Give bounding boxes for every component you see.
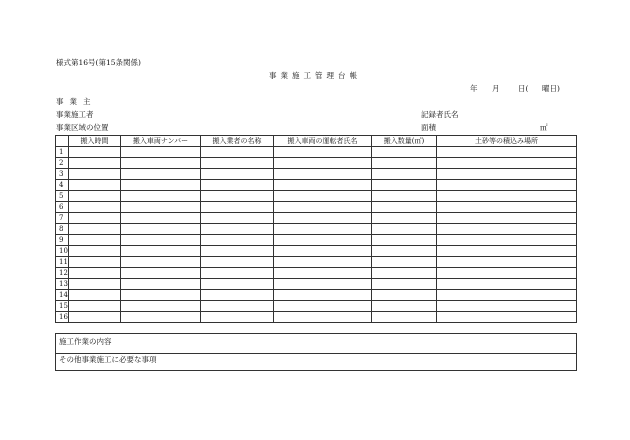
date-line <box>470 84 560 93</box>
table-cell[interactable] <box>274 301 372 312</box>
row-number: 9 <box>56 235 69 246</box>
form-code: 様式第16号(第15条関係) <box>56 58 141 67</box>
date-month-label: 月 <box>492 84 500 93</box>
table-cell[interactable] <box>274 290 372 301</box>
table-row <box>56 147 577 158</box>
table-cell[interactable] <box>437 224 577 235</box>
table-cell[interactable] <box>69 158 121 169</box>
column-header: 搬入車両ナンバー <box>121 136 201 147</box>
table-cell[interactable] <box>69 169 121 180</box>
column-header: 土砂等の積込み場所 <box>437 136 577 147</box>
table-cell[interactable] <box>201 290 274 301</box>
work-content-box[interactable] <box>55 333 577 354</box>
column-header: 搬入車両の運転者氏名 <box>274 136 372 147</box>
table-cell[interactable] <box>437 301 577 312</box>
table-cell[interactable] <box>372 191 437 202</box>
table-row <box>56 246 577 257</box>
table-cell[interactable] <box>121 301 201 312</box>
table-row <box>56 158 577 169</box>
table-cell[interactable] <box>437 169 577 180</box>
table-cell[interactable] <box>69 268 121 279</box>
table-cell[interactable] <box>372 257 437 268</box>
work-content-label: 施工作業の内容 <box>59 337 112 346</box>
other-items-box[interactable] <box>55 352 577 371</box>
table-cell[interactable] <box>201 235 274 246</box>
row-number: 15 <box>56 301 69 312</box>
table-cell[interactable] <box>274 191 372 202</box>
table-cell[interactable] <box>372 235 437 246</box>
table-cell[interactable] <box>201 224 274 235</box>
column-header: 搬入時間 <box>69 136 121 147</box>
table-cell[interactable] <box>372 290 437 301</box>
date-weekday-label: 曜日) <box>542 84 560 93</box>
area-unit: ㎡ <box>540 123 548 132</box>
table-cell[interactable] <box>437 279 577 290</box>
table-cell[interactable] <box>121 257 201 268</box>
row-number: 13 <box>56 279 69 290</box>
table-row <box>56 312 577 323</box>
table-cell[interactable] <box>69 202 121 213</box>
table-cell[interactable] <box>274 257 372 268</box>
table-cell[interactable] <box>121 202 201 213</box>
table-row <box>56 257 577 268</box>
table-cell[interactable] <box>274 235 372 246</box>
table-cell[interactable] <box>201 202 274 213</box>
table-cell[interactable] <box>437 268 577 279</box>
table-cell[interactable] <box>274 268 372 279</box>
table-cell[interactable] <box>437 158 577 169</box>
table-cell[interactable] <box>274 213 372 224</box>
row-number: 12 <box>56 268 69 279</box>
table-row <box>56 224 577 235</box>
table-cell[interactable] <box>274 312 372 323</box>
table-cell[interactable] <box>372 301 437 312</box>
table-cell[interactable] <box>69 279 121 290</box>
table-cell[interactable] <box>201 180 274 191</box>
table-cell[interactable] <box>201 147 274 158</box>
table-cell[interactable] <box>121 180 201 191</box>
table-cell[interactable] <box>121 147 201 158</box>
table-cell[interactable] <box>437 235 577 246</box>
table-cell[interactable] <box>437 312 577 323</box>
row-number: 2 <box>56 158 69 169</box>
date-day-label: 日( <box>518 84 529 93</box>
column-header: 搬入数量(㎥) <box>372 136 437 147</box>
row-number: 11 <box>56 257 69 268</box>
table-row <box>56 235 577 246</box>
table-row <box>56 301 577 312</box>
other-items-label: その他事業施工に必要な事項 <box>59 355 157 364</box>
table-cell[interactable] <box>121 235 201 246</box>
table-cell[interactable] <box>372 224 437 235</box>
table-cell[interactable] <box>372 169 437 180</box>
owner-label: 事業主 <box>56 97 97 106</box>
table-cell[interactable] <box>274 224 372 235</box>
table-row <box>56 213 577 224</box>
table-cell[interactable] <box>69 312 121 323</box>
table-cell[interactable] <box>372 147 437 158</box>
row-number: 10 <box>56 246 69 257</box>
row-number: 6 <box>56 202 69 213</box>
table-row <box>56 279 577 290</box>
table-cell[interactable] <box>372 279 437 290</box>
table-cell[interactable] <box>372 180 437 191</box>
table-cell[interactable] <box>372 312 437 323</box>
table-row <box>56 290 577 301</box>
table-cell[interactable] <box>437 191 577 202</box>
table-cell[interactable] <box>372 213 437 224</box>
row-number: 14 <box>56 290 69 301</box>
table-cell[interactable] <box>437 246 577 257</box>
table-cell[interactable] <box>372 202 437 213</box>
row-number: 16 <box>56 312 69 323</box>
column-header: 搬入業者の名称 <box>201 136 274 147</box>
table-cell[interactable] <box>274 246 372 257</box>
table-cell[interactable] <box>121 312 201 323</box>
table-cell[interactable] <box>69 180 121 191</box>
table-cell[interactable] <box>121 268 201 279</box>
table-cell[interactable] <box>274 158 372 169</box>
date-year-label: 年 <box>470 84 478 93</box>
log-table <box>55 135 577 323</box>
table-cell[interactable] <box>69 301 121 312</box>
table-cell[interactable] <box>274 147 372 158</box>
row-number: 1 <box>56 147 69 158</box>
table-row <box>56 180 577 191</box>
table-cell[interactable] <box>274 169 372 180</box>
row-number: 8 <box>56 224 69 235</box>
table-row <box>56 202 577 213</box>
row-number: 3 <box>56 169 69 180</box>
table-cell[interactable] <box>69 257 121 268</box>
table-cell[interactable] <box>69 213 121 224</box>
table-cell[interactable] <box>201 169 274 180</box>
table-cell[interactable] <box>201 213 274 224</box>
table-row <box>56 268 577 279</box>
table-cell[interactable] <box>201 191 274 202</box>
table-cell[interactable] <box>372 268 437 279</box>
table-cell[interactable] <box>69 235 121 246</box>
table-cell[interactable] <box>201 279 274 290</box>
table-cell[interactable] <box>121 279 201 290</box>
table-cell[interactable] <box>437 257 577 268</box>
area-label: 面積 <box>421 123 436 132</box>
table-cell[interactable] <box>372 158 437 169</box>
table-cell[interactable] <box>201 246 274 257</box>
table-cell[interactable] <box>437 290 577 301</box>
table-cell[interactable] <box>69 191 121 202</box>
table-cell[interactable] <box>69 147 121 158</box>
table-cell[interactable] <box>201 301 274 312</box>
table-cell[interactable] <box>69 224 121 235</box>
recorder-label: 記録者氏名 <box>421 110 459 119</box>
table-cell[interactable] <box>121 158 201 169</box>
row-number: 7 <box>56 213 69 224</box>
table-cell[interactable] <box>121 290 201 301</box>
table-cell[interactable] <box>437 180 577 191</box>
row-number: 5 <box>56 191 69 202</box>
table-cell[interactable] <box>274 202 372 213</box>
table-cell[interactable] <box>69 246 121 257</box>
table-cell[interactable] <box>372 246 437 257</box>
table-cell[interactable] <box>274 279 372 290</box>
table-cell[interactable] <box>274 180 372 191</box>
table-cell[interactable] <box>437 213 577 224</box>
row-number: 4 <box>56 180 69 191</box>
table-header-row <box>56 136 577 147</box>
table-cell[interactable] <box>201 312 274 323</box>
table-cell[interactable] <box>121 246 201 257</box>
table-cell[interactable] <box>121 169 201 180</box>
table-row <box>56 191 577 202</box>
table-cell[interactable] <box>121 213 201 224</box>
table-cell[interactable] <box>437 202 577 213</box>
table-cell[interactable] <box>201 268 274 279</box>
table-cell[interactable] <box>437 147 577 158</box>
table-cell[interactable] <box>121 191 201 202</box>
table-row <box>56 169 577 180</box>
location-label: 事業区域の位置 <box>56 123 109 132</box>
table-cell[interactable] <box>121 224 201 235</box>
contractor-label: 事業施工者 <box>56 110 94 119</box>
row-number-header <box>56 136 69 147</box>
table-cell[interactable] <box>69 290 121 301</box>
form-title: 事業施工管理台帳 <box>269 71 361 80</box>
table-cell[interactable] <box>201 158 274 169</box>
table-cell[interactable] <box>201 257 274 268</box>
